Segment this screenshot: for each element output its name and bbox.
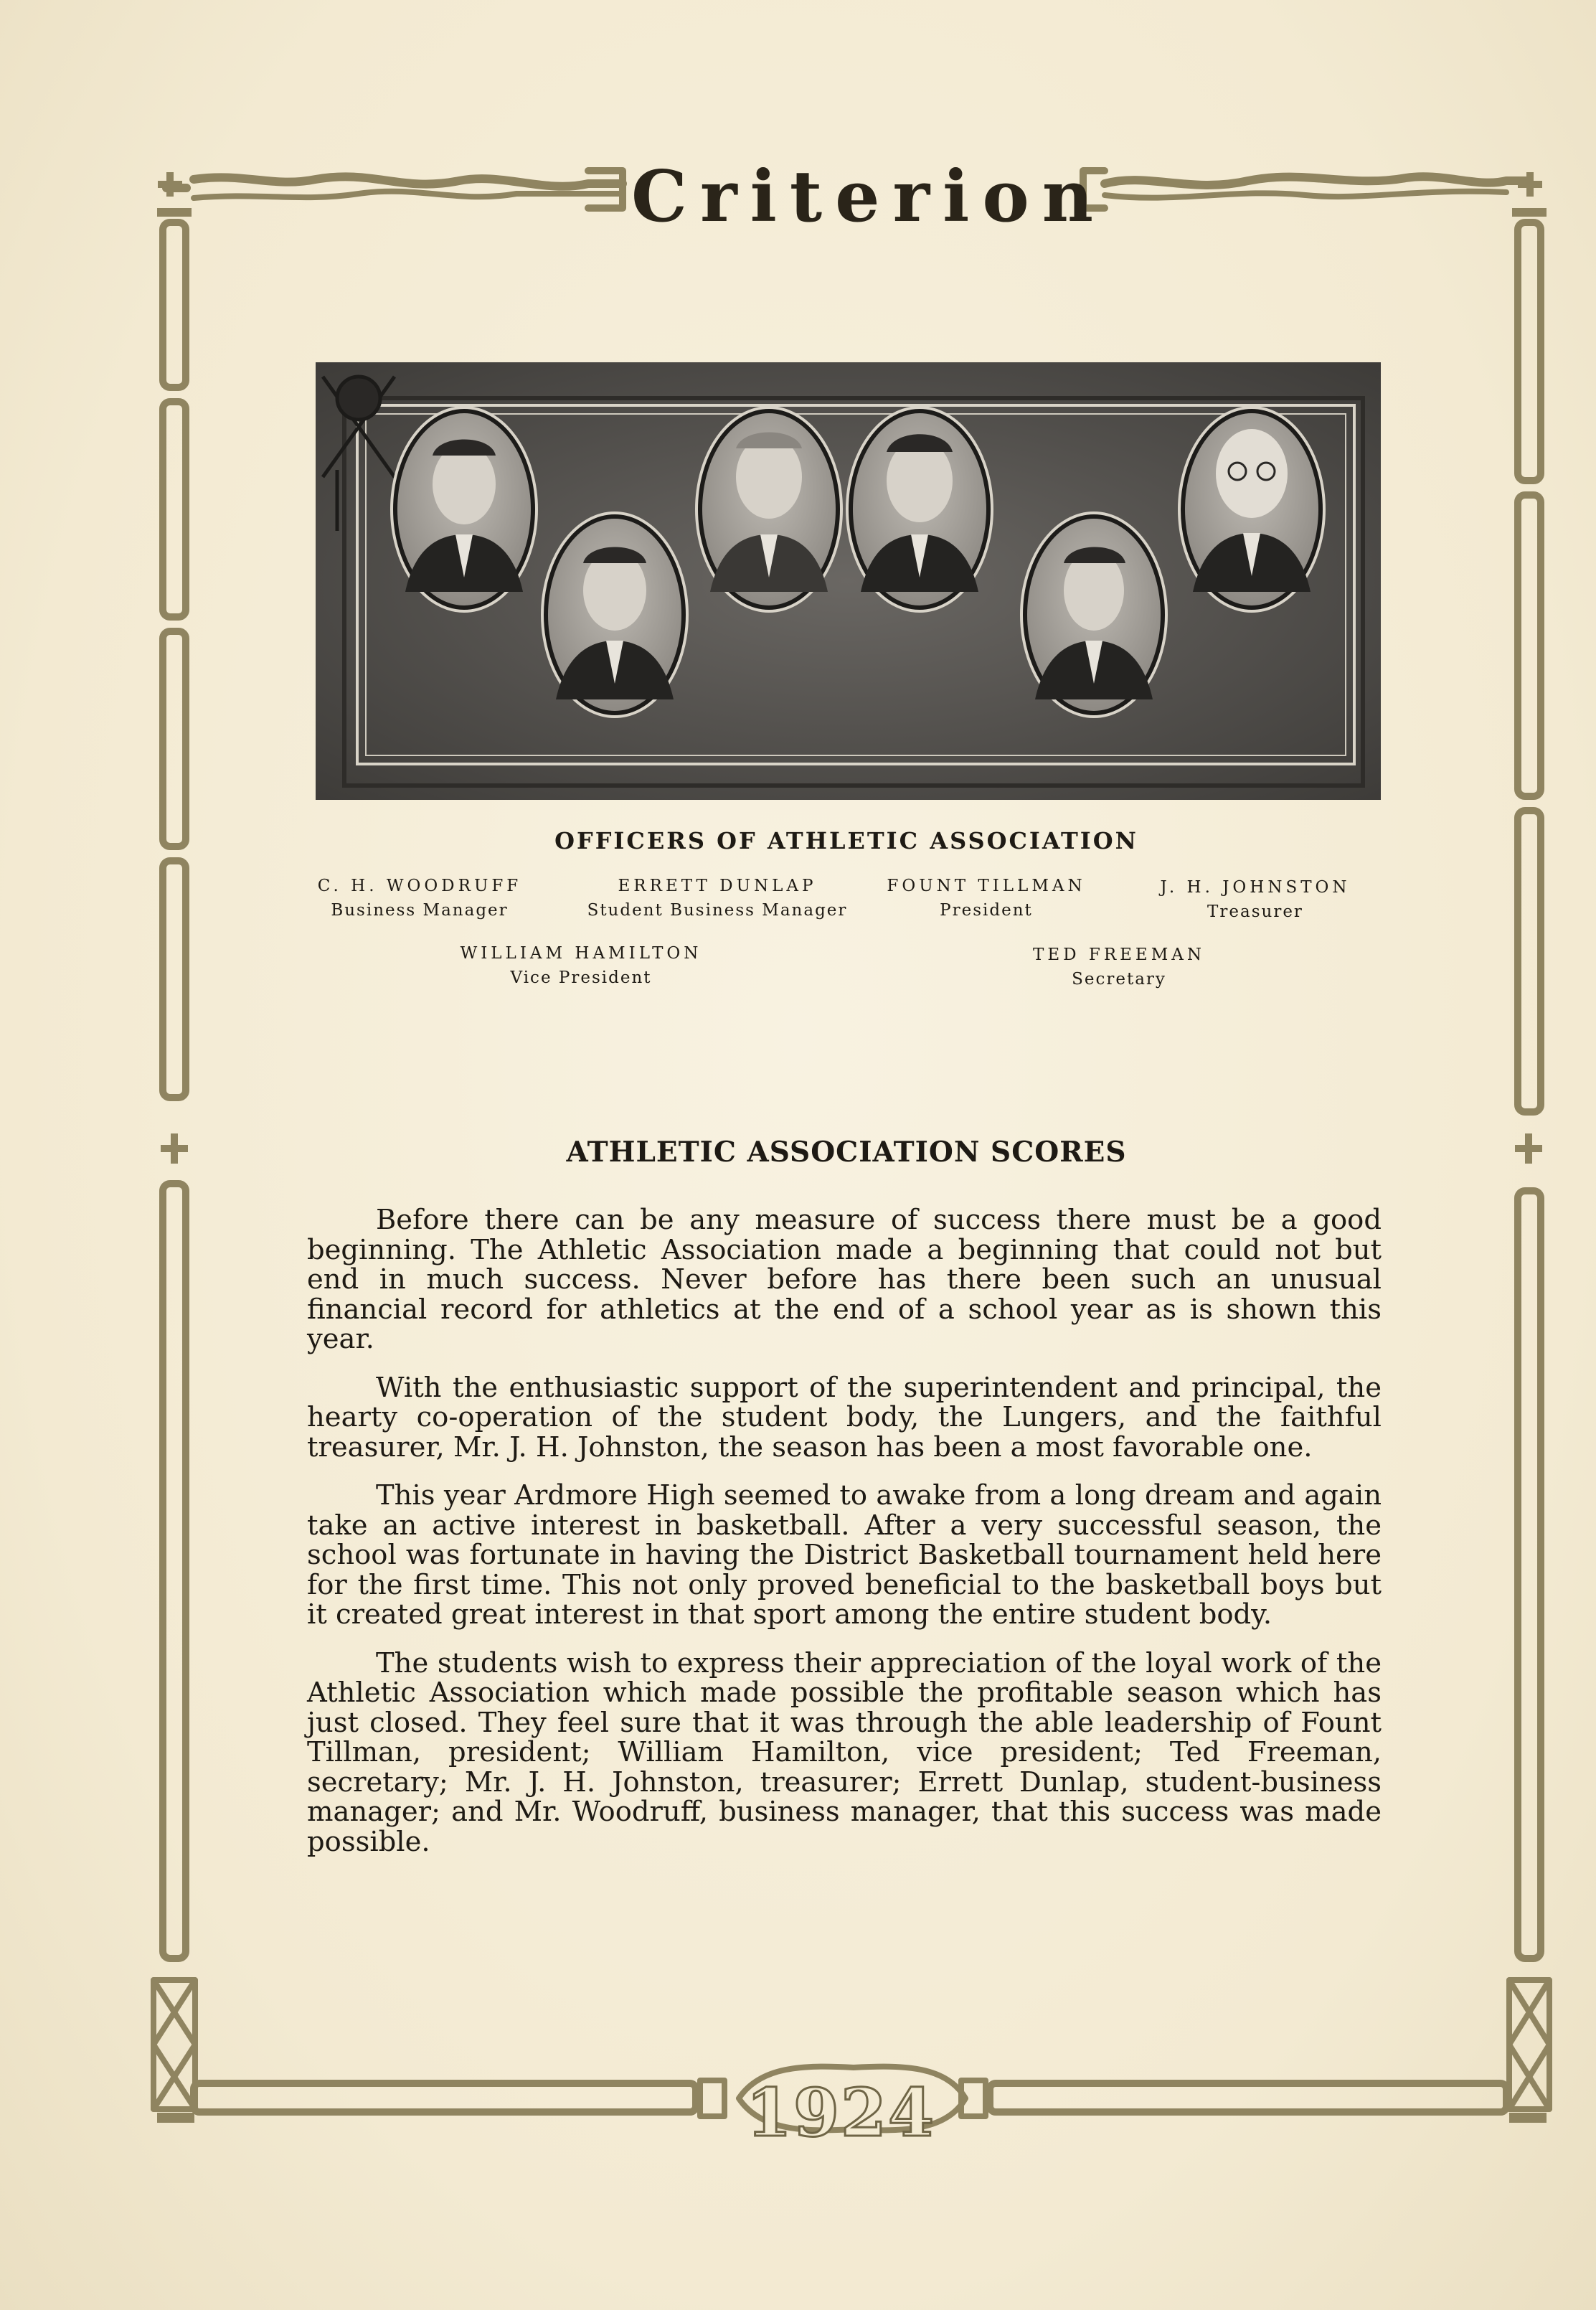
portrait-woodruff (392, 407, 537, 611)
officer-role: Treasurer (1207, 902, 1303, 921)
officer-name: ERRETT DUNLAP (618, 877, 817, 895)
portrait-dunlap (542, 513, 687, 717)
yearbook-title: Criterion (631, 156, 1106, 238)
officer-role: Student Business Manager (587, 901, 848, 920)
portrait-tillman (847, 407, 992, 611)
portrait-johnston (1179, 407, 1324, 611)
officer-johnston (1151, 875, 1359, 924)
article-paragraph: With the enthusiastic support of the superintendent and principal, the hearty co-operation of the student body, the Lungers, and the faithful treasurer, Mr. J. H. Johnston, the season has been a most favorable one. (307, 1371, 1382, 1463)
article-heading: ATHLETIC ASSOCIATION SCORES (566, 1136, 1127, 1169)
officer-name: WILLIAM HAMILTON (460, 944, 702, 963)
article-paragraph: Before there can be any measure of success there must be a good beginning. The Athletic Association made a beginning that could not but end in much success. Never before has there been such an unusual financial record for athletics at the end of a school year as is shown this year. (307, 1204, 1382, 1355)
officer-role: Vice President (510, 968, 652, 987)
article-paragraph: This year Ardmore High seemed to awake from a long dream and again take an active interest in basketball. After a very successful season, the school was fortunate in having the District Basketball tournament held here for the first time. This not only proved beneficial to the basketball boys but it created great interest in that sport among the entire student body. (307, 1479, 1382, 1631)
footer-year: 1924 (746, 2074, 936, 2151)
officer-name: FOUNT TILLMAN (887, 877, 1086, 895)
officers-photo-panel (316, 362, 1381, 800)
officer-dunlap (567, 874, 868, 923)
article-paragraph: The students wish to express their appreciation of the loyal work of the Athletic Association which made possible the profitable season which has just closed. They feel sure that it was through the able leadership of Fount Tillman, president; William Hamilton, vice president; Ted Freeman, secretary; Mr. J. H. Johnston, treasurer; Errett Dunlap, student-business manager; and Mr. Woodruff, business manager, that this success was made possible. (307, 1646, 1382, 1858)
officer-tillman (882, 874, 1090, 923)
officer-role: President (940, 901, 1033, 920)
portrait-hamilton (697, 407, 841, 611)
officer-role: Business Manager (331, 901, 509, 920)
officer-name: C. H. WOODRUFF (317, 877, 522, 895)
officer-role: Secretary (1072, 970, 1166, 989)
officer-freeman (1019, 943, 1219, 991)
officer-name: J. H. JOHNSTON (1160, 878, 1351, 897)
article-body (307, 1205, 1382, 1875)
officer-name: TED FREEMAN (1032, 946, 1206, 964)
officer-woodruff (312, 874, 527, 923)
portrait-freeman (1021, 513, 1166, 717)
photo-caption-title: OFFICERS OF ATHLETIC ASSOCIATION (554, 827, 1138, 854)
officer-hamilton (448, 941, 714, 990)
